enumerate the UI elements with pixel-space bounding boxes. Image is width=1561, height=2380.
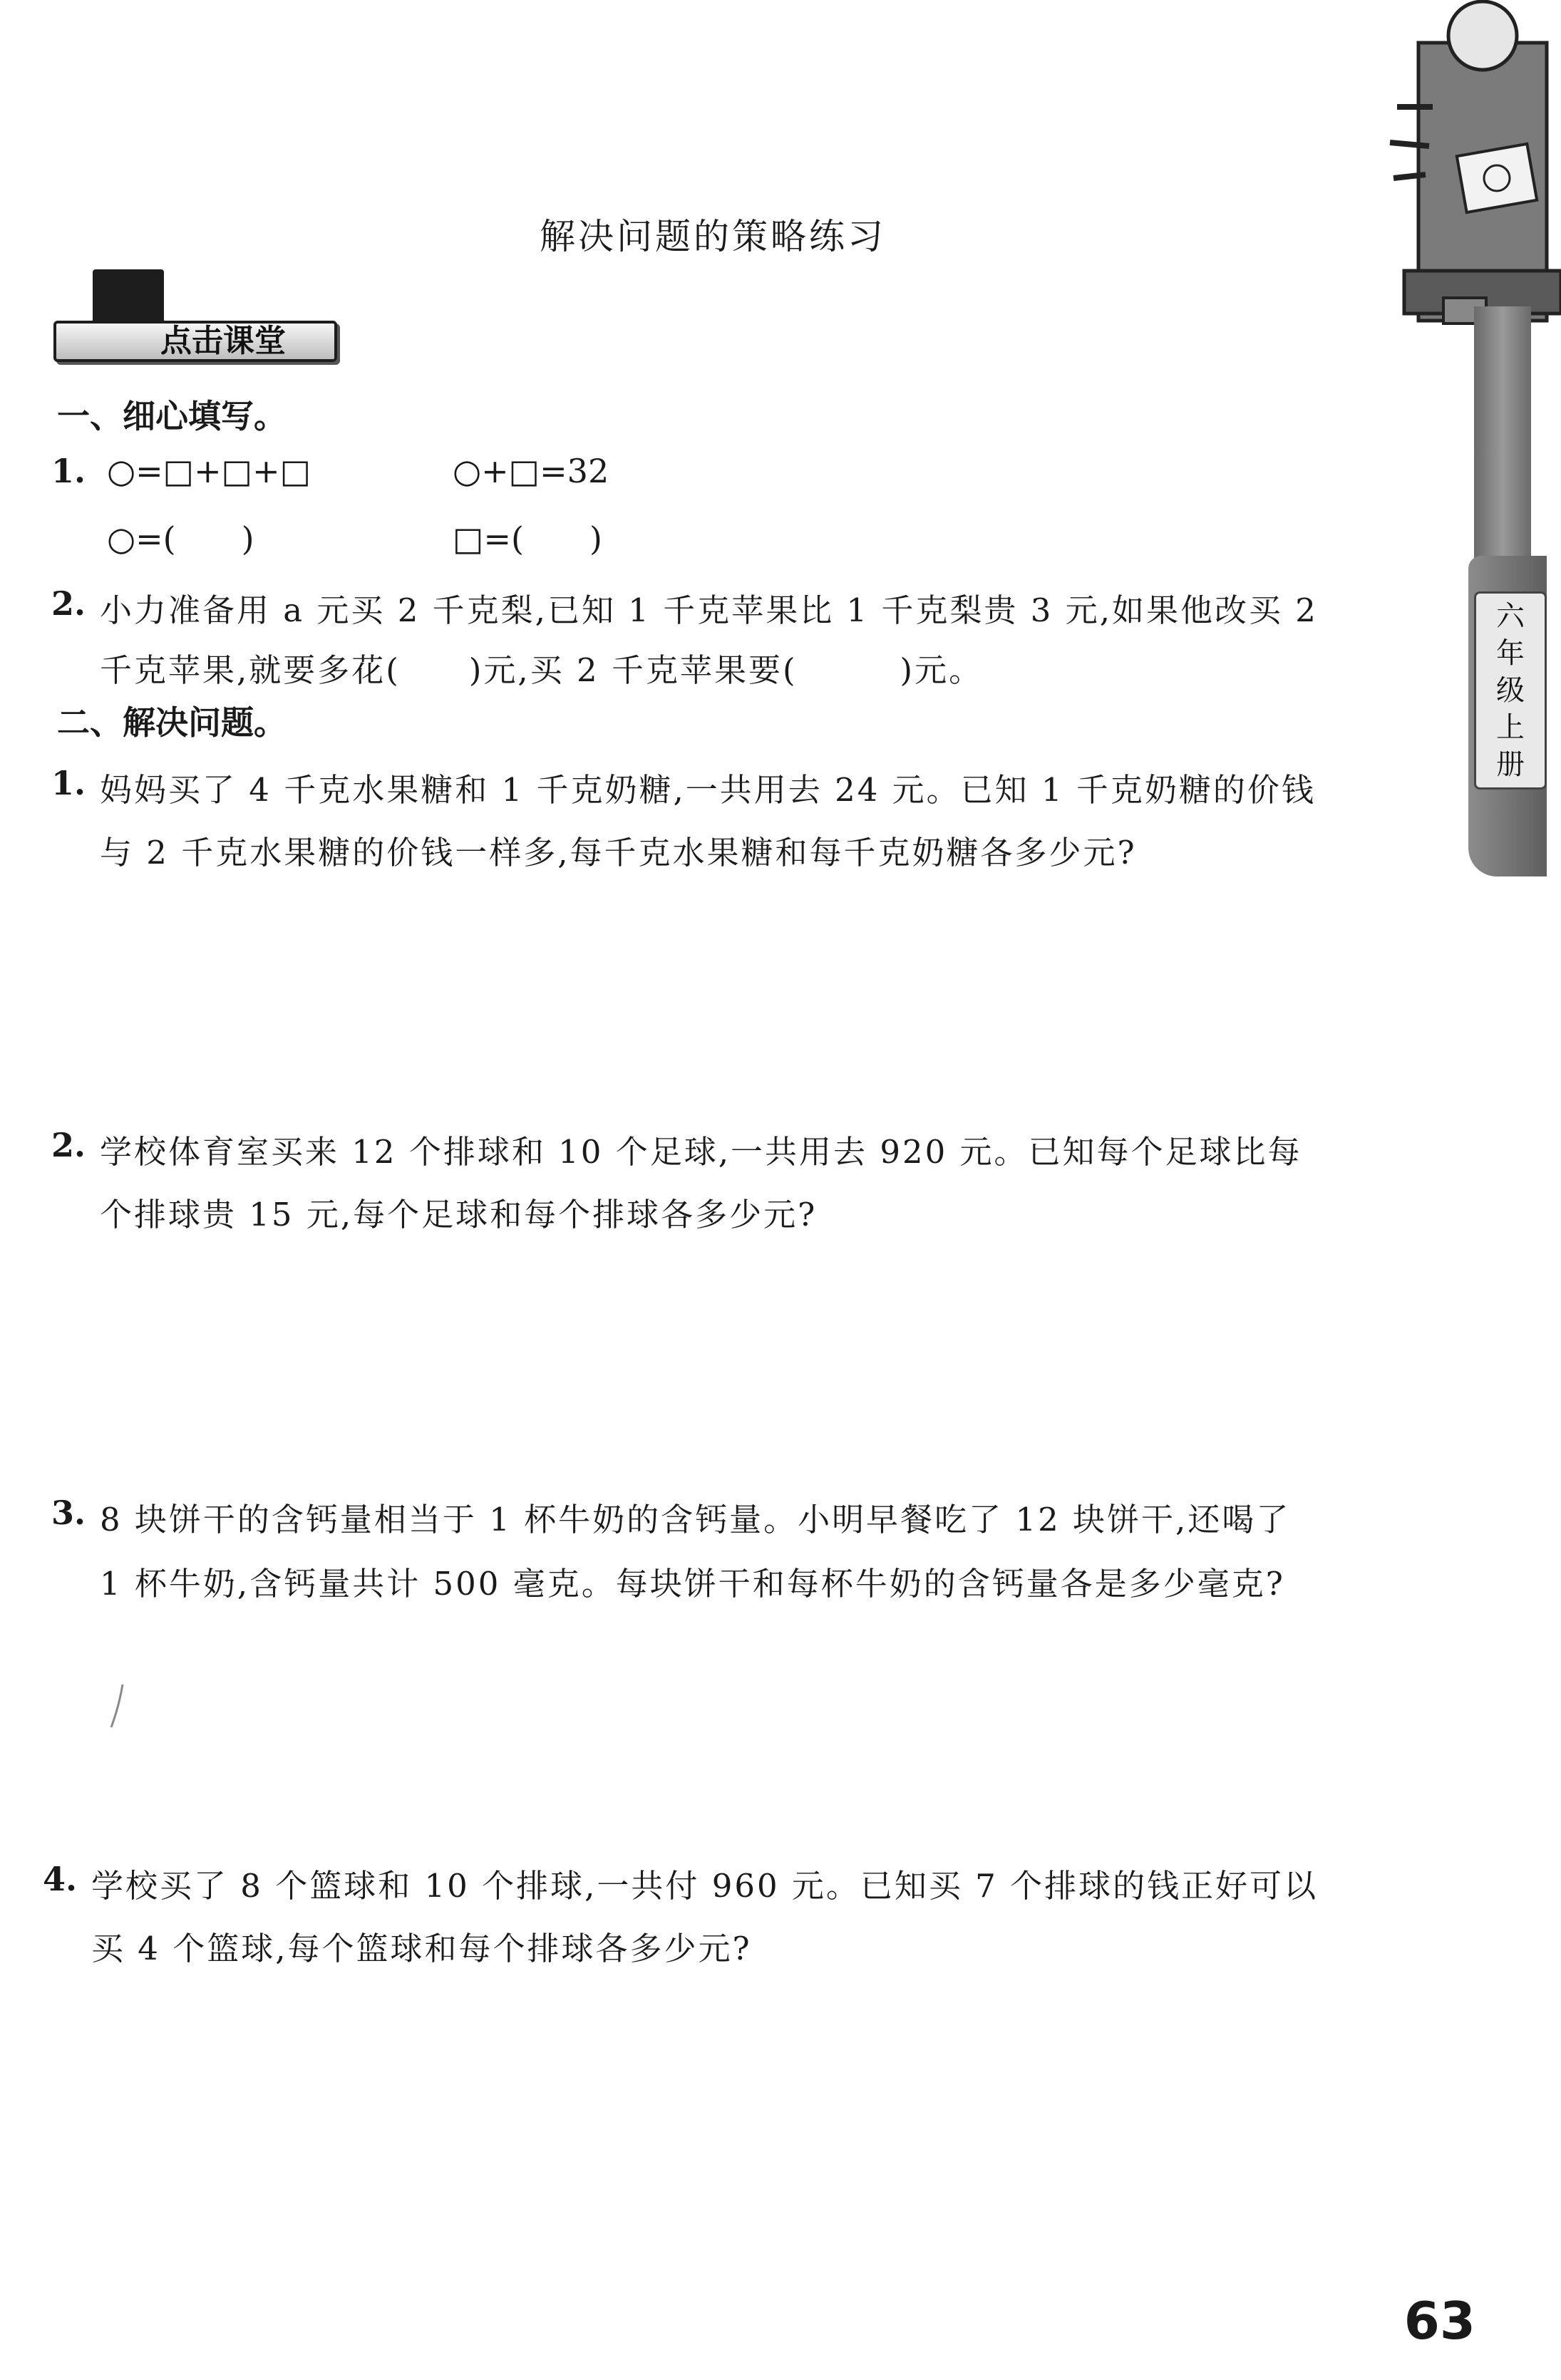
problem-1-line1: 妈妈买了 4 千克水果糖和 1 千克奶糖,一共用去 24 元。已知 1 千克奶糖的价钱 — [100, 771, 1316, 809]
side-tab-label: 六 年 级 上 册 — [1474, 591, 1547, 790]
part1-q1-equation-b: ○+□=32 — [453, 452, 609, 490]
page-title: 解决问题的策略练习 — [540, 216, 886, 257]
section-tag-label: 点击课堂 — [160, 323, 286, 359]
problem-1-number: 1. — [51, 764, 86, 802]
page-number: 63 — [1403, 2291, 1475, 2351]
problem-1-line2: 与 2 千克水果糖的价钱一样多,每千克水果糖和每千克奶糖各多少元? — [100, 834, 1137, 871]
section-tag — [53, 269, 339, 369]
blackboard-icon — [93, 269, 164, 325]
problem-2-number: 2. — [51, 1126, 86, 1164]
part1-q2-line1: 小力准备用 a 元买 2 千克梨,已知 1 千克苹果比 1 千克梨贵 3 元,如果他改买 2 — [100, 591, 1318, 629]
pencil-mark-icon — [107, 1682, 128, 1732]
part1-q2-number: 2. — [51, 584, 86, 623]
part1-heading: 一、细心填写。 — [57, 397, 287, 435]
part1-q1-answer-a: ○=( ) — [107, 519, 254, 558]
part1-q2-line2: 千克苹果,就要多花( )元,买 2 千克苹果要( )元。 — [100, 651, 984, 689]
problem-3-line2: 1 杯牛奶,含钙量共计 500 毫克。每块饼干和每杯牛奶的含钙量各是多少毫克? — [100, 1565, 1285, 1603]
problem-3-number: 3. — [51, 1494, 86, 1532]
part1-q1-number: 1. — [51, 452, 86, 490]
part2-heading: 二、解决问题。 — [57, 703, 287, 742]
part1-q1-answer-b: □=( ) — [453, 519, 602, 558]
problem-2-line2: 个排球贵 15 元,每个足球和每个排球各多少元? — [100, 1196, 818, 1233]
problem-4-number: 4. — [43, 1860, 78, 1898]
problem-4-line2: 买 4 个篮球,每个篮球和每个排球各多少元? — [91, 1930, 752, 1967]
part1-q1-equation-a: ○=□+□+□ — [107, 452, 311, 490]
problem-2-line1: 学校体育室买来 12 个排球和 10 个足球,一共用去 920 元。已知每个足球比每 — [100, 1133, 1302, 1171]
cartoon-illustration-icon — [1376, 0, 1561, 335]
problem-4-line1: 学校买了 8 个篮球和 10 个排球,一共付 960 元。已知买 7 个排球的钱正好可以 — [91, 1867, 1319, 1905]
problem-3-line1: 8 块饼干的含钙量相当于 1 杯牛奶的含钙量。小明早餐吃了 12 块饼干,还喝了 — [100, 1501, 1291, 1538]
